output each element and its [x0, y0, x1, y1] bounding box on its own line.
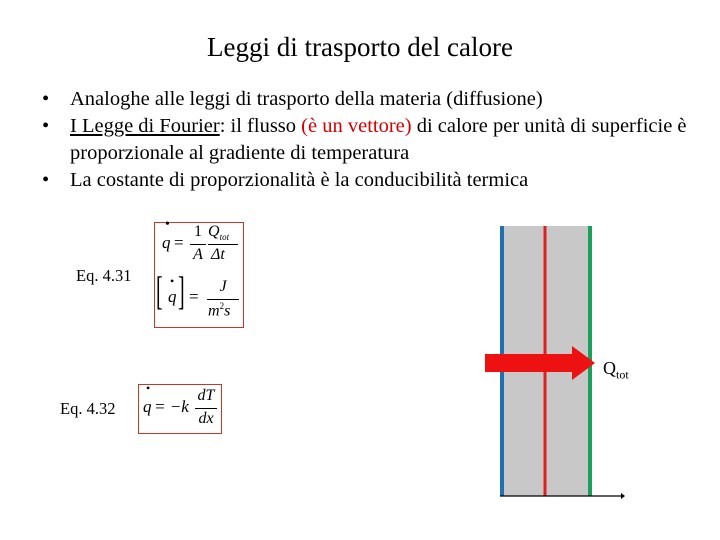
- q-dot: •: [165, 217, 170, 232]
- bullet-glyph: •: [42, 169, 50, 191]
- coef-denominator: A: [193, 246, 203, 263]
- right-bracket: ]: [178, 268, 185, 313]
- minus-k: = −k: [154, 397, 189, 416]
- eq-4-32-label: Eq. 4.32: [60, 399, 116, 418]
- eq-4-31-label: Eq. 4.31: [76, 266, 132, 285]
- bullet-glyph: •: [42, 88, 50, 110]
- x-axis-arrowhead: [621, 493, 625, 499]
- q-tot-numerator: $Q_{tot}$: [208, 223, 230, 243]
- bullet-text: La costante di proporzionalità è la conducibilità termica: [70, 169, 529, 191]
- units-numerator: J: [219, 278, 227, 295]
- fourier-law-name: I Legge di Fourier: [70, 115, 220, 137]
- q-dot-3: •: [146, 381, 151, 395]
- vector-note: (è un vettore): [301, 115, 412, 137]
- heat-flow-arrow-shaft: [485, 354, 573, 372]
- slide-title: Leggi di trasporto del calore: [207, 32, 513, 62]
- bullet-text-a: : il flusso: [219, 115, 302, 137]
- left-bracket: [: [156, 268, 163, 313]
- dx-denominator: dx: [198, 410, 214, 427]
- bullet-text-b: di calore per unità di superficie è proporzionale al gradiente di temperatura: [70, 115, 687, 164]
- bullet-glyph: •: [42, 115, 50, 137]
- q-dot-2: •: [170, 274, 175, 288]
- units-denominator: $m^2s$: [208, 301, 231, 320]
- dT-numerator: dT: [197, 387, 215, 404]
- q-symbol-3: q: [143, 397, 152, 416]
- equals-sign-2: =: [189, 287, 199, 306]
- delta-t-denominator: Δt: [211, 246, 225, 263]
- coef-numerator: 1: [194, 223, 202, 240]
- q-symbol: q: [162, 233, 171, 252]
- equals-sign: =: [174, 233, 184, 252]
- q-symbol-2: q: [168, 287, 177, 306]
- bullet-text: Analoghe alle leggi di trasporto della materia (diffusione): [70, 88, 543, 110]
- q-tot-label: $Q_{tot}$: [603, 358, 629, 382]
